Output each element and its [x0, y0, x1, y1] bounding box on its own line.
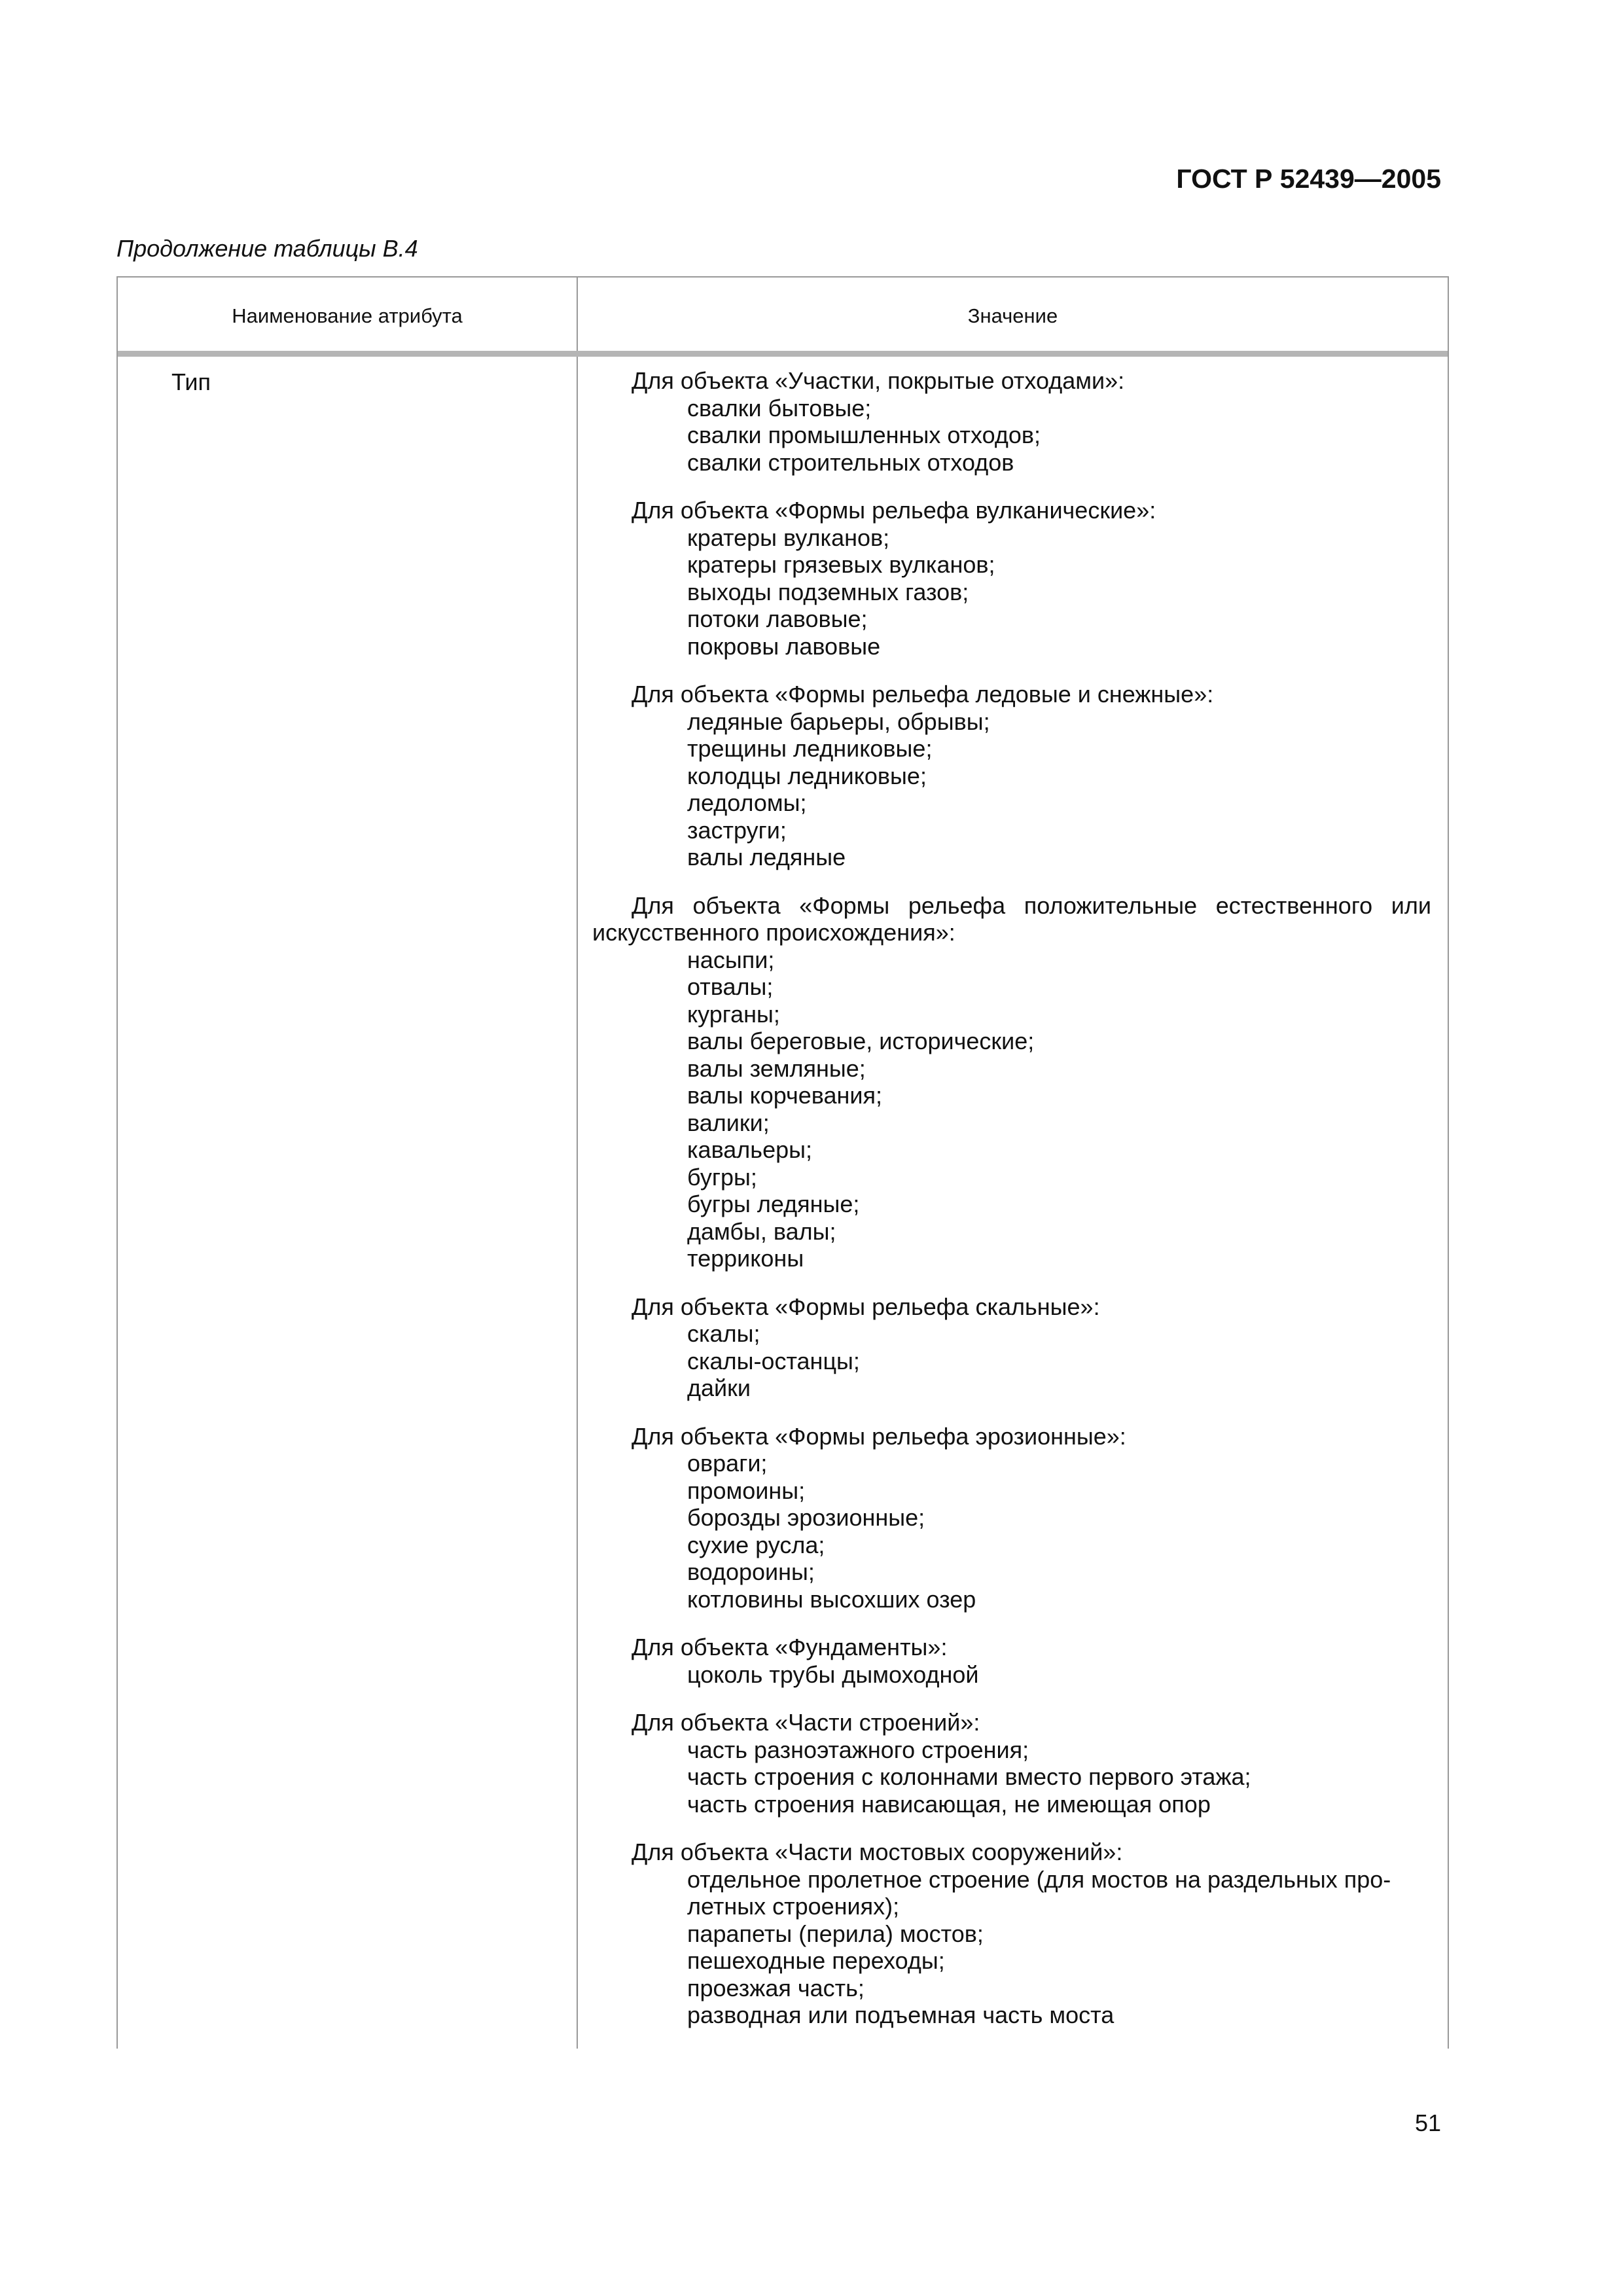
header-value: Значение: [967, 304, 1058, 327]
group-heading: Для объекта «Части строений»:: [632, 1709, 980, 1736]
list-item: часть разноэтажного строения;: [687, 1736, 1029, 1763]
list-item: бугры ледяные;: [687, 1191, 860, 1217]
list-item: колодцы ледниковые;: [687, 762, 927, 789]
list-item: ледяные барьеры, обрывы;: [687, 708, 990, 735]
group-heading: Для объекта «Фундаменты»:: [632, 1634, 948, 1660]
list-item: водороины;: [687, 1558, 815, 1585]
list-item: часть строения нависающая, не имеющая опор: [687, 1790, 1211, 1818]
list-item: валики;: [687, 1109, 770, 1136]
table-caption: Продолжение таблицы В.4: [116, 235, 418, 262]
list-item: выходы подземных газов;: [687, 578, 969, 605]
list-item: борозды эрозионные;: [687, 1504, 925, 1531]
document-code: ГОСТ Р 52439—2005: [1176, 164, 1441, 194]
list-item: насыпи;: [687, 946, 775, 973]
header-attribute-name: Наименование атрибута: [232, 304, 463, 327]
list-item: часть строения с колоннами вместо первого этажа;: [687, 1763, 1251, 1790]
list-item: кавальеры;: [687, 1136, 812, 1163]
list-item-continuation: летных строениях);: [687, 1893, 900, 1920]
list-item: свалки строительных отходов: [687, 448, 1014, 476]
list-item: валы ледяные: [687, 844, 846, 870]
value-group: [592, 892, 1431, 1272]
value-group: [592, 1634, 1431, 1688]
list-item: валы береговые, исторические;: [687, 1028, 1035, 1054]
attribute-table: [116, 276, 1449, 2049]
value-group: [592, 1709, 1431, 1818]
list-item: сухие русла;: [687, 1531, 825, 1558]
list-item: покровы лавовые: [687, 632, 881, 660]
group-heading: Для объекта «Формы рельефа положительные естественного или: [632, 891, 1431, 919]
list-item: отвалы;: [687, 973, 774, 1000]
group-heading: Для объекта «Формы рельефа скальные»:: [632, 1293, 1100, 1320]
list-item: потоки лавовые;: [687, 605, 868, 632]
group-heading: Для объекта «Формы рельефа эрозионные»:: [632, 1422, 1126, 1450]
list-item: свалки промышленных отходов;: [687, 422, 1041, 448]
list-item: валы земляные;: [687, 1054, 866, 1082]
list-item: трещины ледниковые;: [687, 735, 933, 762]
value-group: [592, 1423, 1431, 1613]
attribute-name-cell: Тип: [171, 368, 211, 395]
column-divider: [577, 278, 578, 2049]
list-item: отдельное пролетное строение (для мостов на раздельных про-: [687, 1865, 1391, 1893]
value-group: [592, 681, 1431, 871]
list-item: проезжая часть;: [687, 1974, 865, 2001]
list-item: промоины;: [687, 1477, 806, 1504]
group-heading-continuation: искусственного происхождения»:: [592, 919, 955, 946]
list-item: кратеры грязевых вулканов;: [687, 551, 995, 578]
list-item: котловины высохших озер: [687, 1585, 976, 1613]
list-item: свалки бытовые;: [687, 394, 872, 422]
list-item: ледоломы;: [687, 789, 807, 816]
list-item: заструги;: [687, 816, 787, 844]
group-heading: Для объекта «Формы рельефа вулканические»:: [632, 497, 1156, 524]
list-item: дамбы, валы;: [687, 1217, 836, 1245]
attribute-values-cell: [592, 367, 1431, 2050]
list-item: овраги;: [687, 1450, 768, 1477]
value-group: [592, 367, 1431, 476]
value-group: [592, 1839, 1431, 2029]
list-item: парапеты (перила) мостов;: [687, 1920, 984, 1947]
value-group: [592, 497, 1431, 660]
list-item: терриконы: [687, 1245, 804, 1272]
value-group: [592, 1293, 1431, 1402]
group-heading: Для объекта «Формы рельефа ледовые и снежные»:: [632, 681, 1214, 708]
table-header-row: [118, 278, 1448, 357]
list-item: скалы;: [687, 1320, 760, 1347]
group-heading: Для объекта «Участки, покрытые отходами»:: [632, 367, 1125, 394]
list-item: бугры;: [687, 1163, 757, 1191]
page-number: 51: [1414, 2109, 1441, 2136]
list-item: цоколь трубы дымоходной: [687, 1660, 979, 1688]
list-item: пешеходные переходы;: [687, 1947, 945, 1974]
list-item: скалы-останцы;: [687, 1347, 860, 1374]
list-item: разводная или подъемная часть моста: [687, 2001, 1115, 2028]
list-item: валы корчевания;: [687, 1082, 883, 1109]
list-item: дайки: [687, 1374, 751, 1401]
group-heading: Для объекта «Части мостовых сооружений»:: [632, 1839, 1123, 1865]
list-item: кратеры вулканов;: [687, 524, 890, 551]
list-item: курганы;: [687, 1000, 780, 1028]
